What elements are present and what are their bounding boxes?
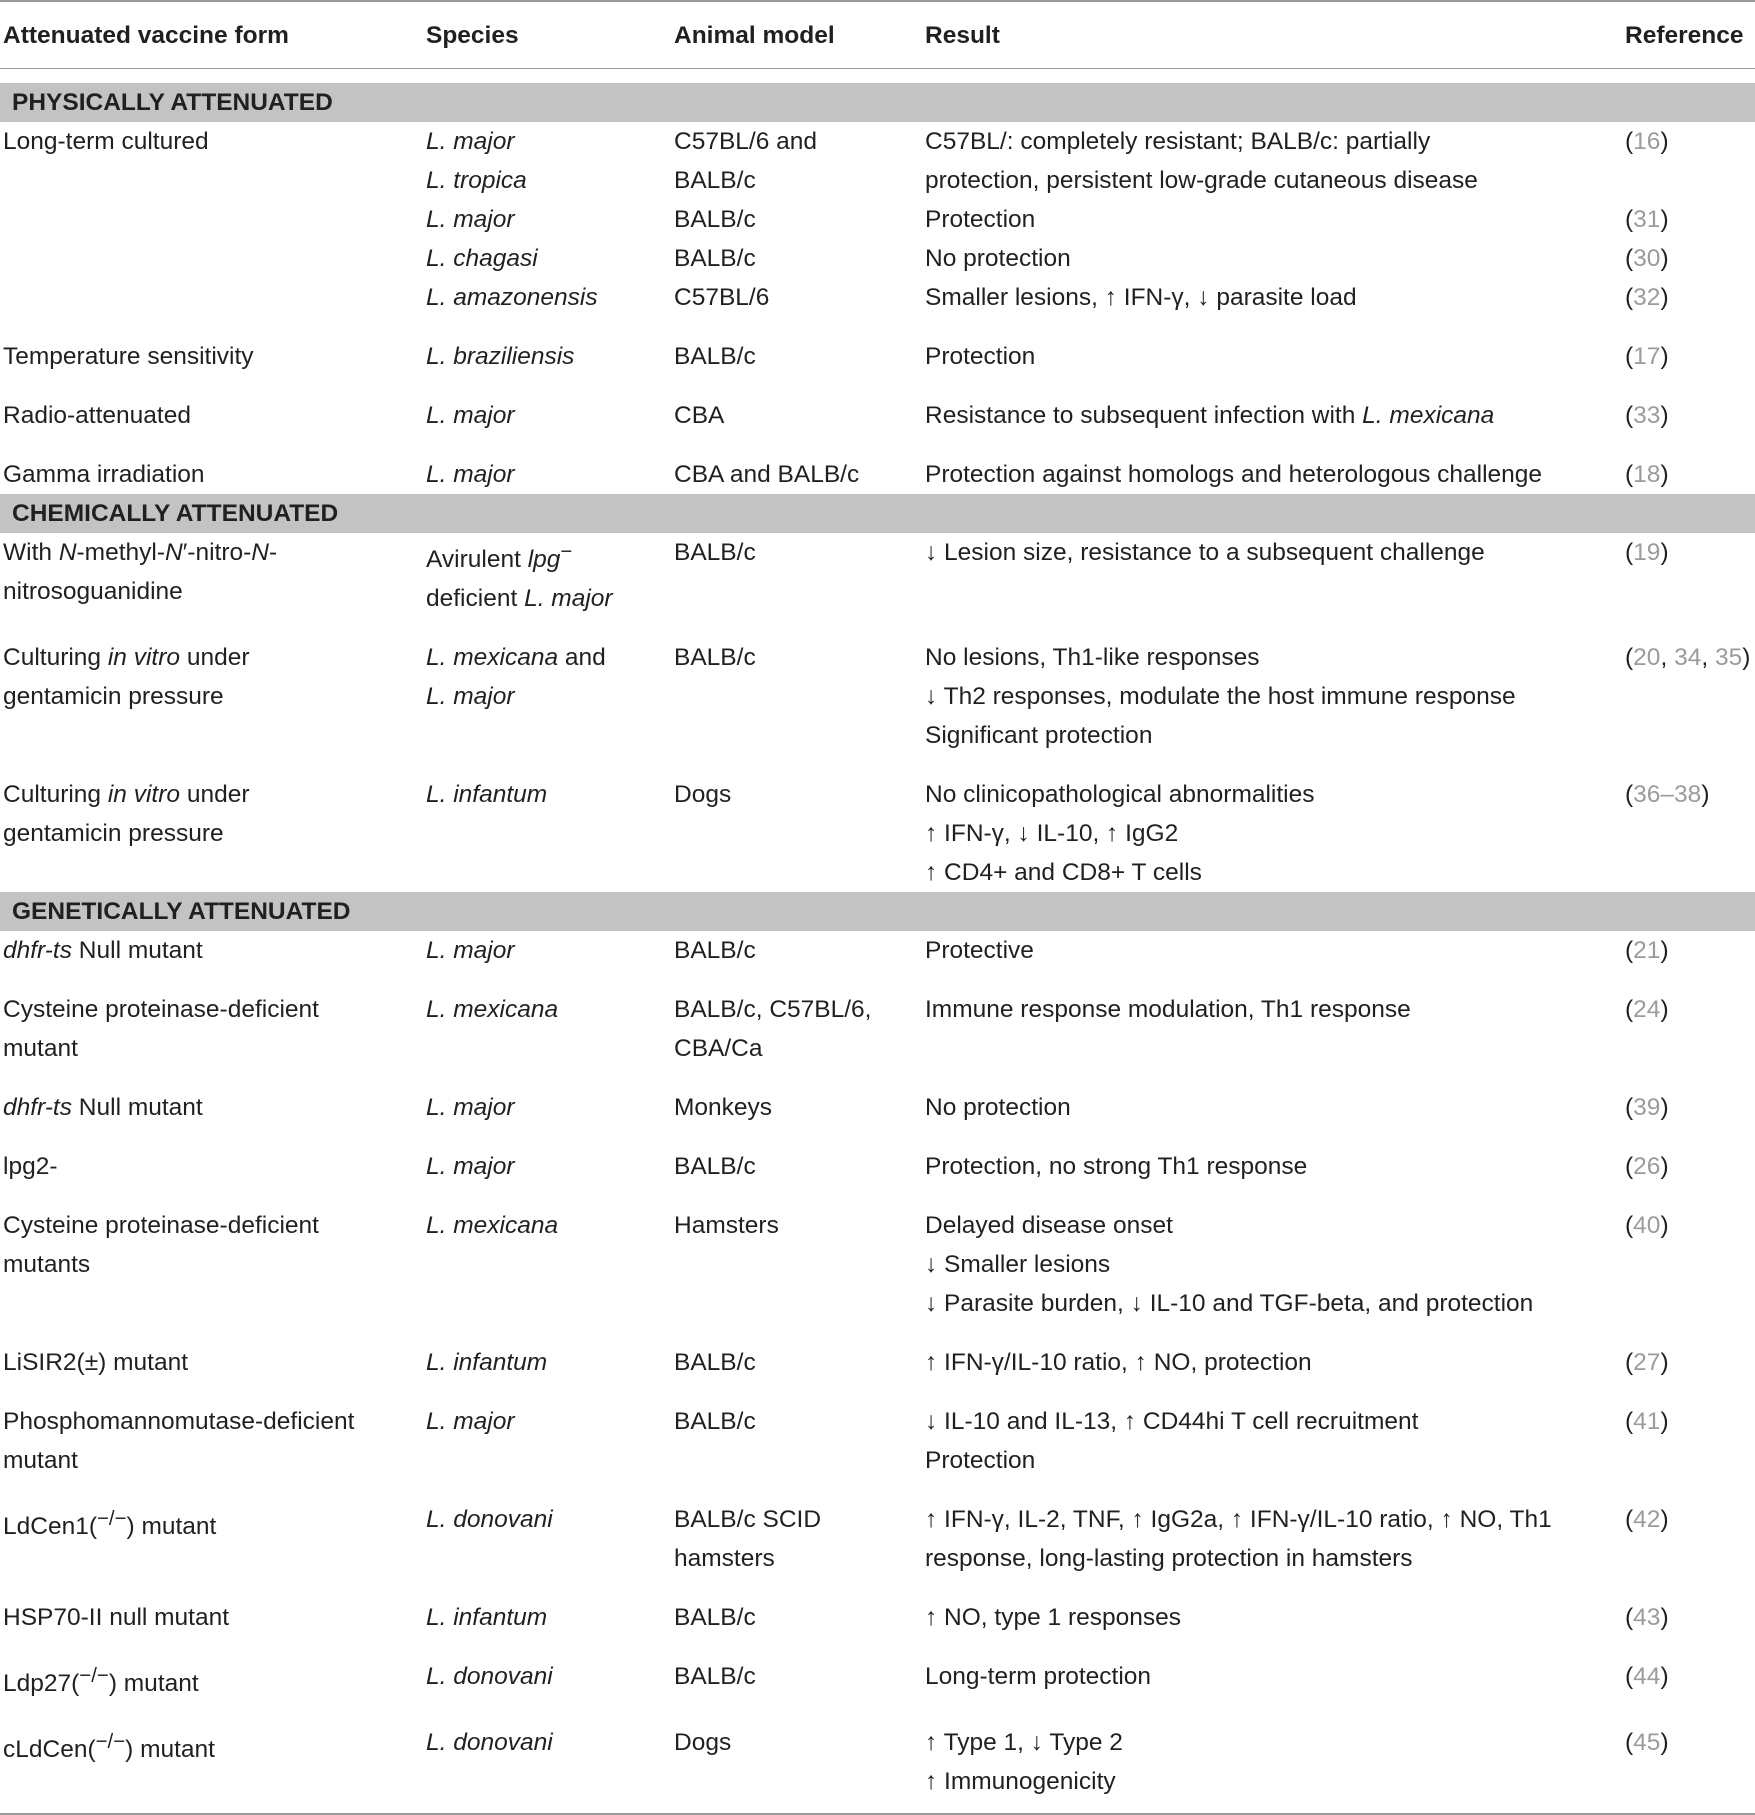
cell-form: With N-methyl-N′-nitro-N- nitrosoguanidine — [3, 539, 278, 605]
cell-result: Protection — [925, 206, 1036, 233]
table-row — [0, 1206, 1755, 1343]
cell-species: L. major — [426, 937, 515, 965]
cell-reference: (43) — [1625, 1604, 1669, 1632]
cell-form — [0, 278, 426, 337]
table-row — [0, 1088, 1755, 1147]
cell-animal-model: BALB/c, C57BL/6, CBA/Ca — [674, 996, 872, 1063]
table-row — [0, 239, 1755, 278]
cell-animal-model: CBA — [674, 402, 725, 429]
cell-form: Temperature sensitivity — [3, 343, 254, 370]
cell-species: L. major — [426, 206, 515, 233]
cell-form: Gamma irradiation — [3, 461, 205, 488]
cell-reference: (20, 34, 35) — [1625, 644, 1751, 672]
cell-form — [0, 200, 426, 239]
cell-species: L. major — [426, 1153, 515, 1181]
cell-result: ↑ Type 1, ↓ Type 2 ↑ Immunogenicity — [925, 1723, 1625, 1814]
header-reference: Reference — [1625, 1, 1755, 69]
section-title: CHEMICALLY ATTENUATED — [0, 494, 1755, 533]
header-result: Result — [925, 1, 1625, 69]
cell-reference: (21) — [1625, 937, 1669, 965]
cell-animal-model: BALB/c — [674, 1408, 756, 1436]
table-row — [0, 1402, 1755, 1500]
section-title: GENETICALLY ATTENUATED — [0, 892, 1755, 931]
cell-result: ↓ Lesion size, resistance to a subsequent challenge — [925, 539, 1485, 566]
cell-species: L. major — [426, 461, 515, 488]
cell-species: Avirulent lpg− deficient L. major — [426, 541, 613, 613]
cell-form: Ldp27(−/−) mutant — [3, 1665, 199, 1698]
cell-result: ↓ IL-10 and IL-13, ↑ CD44hi T cell recruitment Protection — [925, 1408, 1419, 1475]
table-row — [0, 775, 1755, 892]
cell-species: L. donovani — [426, 1506, 553, 1534]
cell-species: L. major — [426, 1408, 515, 1436]
header-form: Attenuated vaccine form — [0, 1, 426, 69]
cell-species: L. donovani — [426, 1663, 553, 1691]
cell-animal-model: BALB/c — [674, 245, 756, 272]
table-row — [0, 396, 1755, 455]
cell-animal-model: Dogs — [674, 1723, 925, 1814]
cell-species: L. infantum — [426, 1349, 548, 1377]
table-row — [0, 122, 1755, 200]
cell-species: L. infantum — [426, 1604, 548, 1632]
cell-species: L. donovani — [426, 1723, 674, 1814]
cell-result: Protection against homologs and heterologous challenge — [925, 461, 1543, 488]
cell-species: L. mexicana — [426, 996, 559, 1024]
cell-form: Radio-attenuated — [3, 402, 191, 429]
header-animal-model: Animal model — [674, 1, 925, 69]
cell-form: cLdCen(−/−) mutant — [0, 1723, 426, 1814]
cell-animal-model: CBA and BALB/c — [674, 461, 860, 488]
cell-animal-model: BALB/c — [674, 644, 756, 672]
cell-result: No lesions, Th1-like responses ↓ Th2 responses, modulate the host immune response Significant protection — [925, 644, 1516, 750]
section-header-row — [0, 494, 1755, 533]
cell-reference: (40) — [1625, 1212, 1669, 1240]
cell-reference: (44) — [1625, 1663, 1669, 1691]
cell-form: HSP70-II null mutant — [3, 1604, 230, 1632]
cell-animal-model: Hamsters — [674, 1212, 779, 1240]
cell-animal-model: BALB/c — [674, 937, 756, 965]
cell-reference: (18) — [1625, 461, 1669, 488]
cell-result: No protection — [925, 245, 1071, 272]
cell-form: Culturing in vitro under gentamicin pressure — [3, 781, 250, 848]
cell-result: Smaller lesions, ↑ IFN-γ, ↓ parasite load — [925, 284, 1357, 311]
cell-species: L. braziliensis — [426, 343, 575, 370]
cell-reference: (41) — [1625, 1408, 1669, 1436]
table-row — [0, 1500, 1755, 1598]
cell-reference: (17) — [1625, 343, 1669, 370]
cell-result: Protection — [925, 343, 1036, 370]
cell-animal-model: BALB/c — [674, 1153, 756, 1181]
cell-reference: (32) — [1625, 284, 1669, 311]
table-row — [0, 931, 1755, 990]
cell-form: dhfr-ts Null mutant — [3, 1094, 203, 1122]
cell-animal-model: BALB/c — [674, 1604, 756, 1632]
cell-animal-model: BALB/c — [674, 1349, 756, 1377]
table-row — [0, 990, 1755, 1088]
cell-species: L. infantum — [426, 781, 548, 809]
cell-result: Long-term protection — [925, 1663, 1152, 1691]
section-header-row — [0, 83, 1755, 122]
cell-form: Cysteine proteinase-deficient mutants — [3, 1212, 319, 1279]
cell-reference: (16) — [1625, 128, 1669, 155]
table-row — [0, 1343, 1755, 1402]
cell-form: LdCen1(−/−) mutant — [3, 1508, 217, 1541]
cell-reference: (36–38) — [1625, 781, 1710, 809]
cell-result: ↑ IFN-γ, IL-2, TNF, ↑ IgG2a, ↑ IFN-γ/IL-10 ratio, ↑ NO, Th1 response, long-lasting protection in hamsters — [925, 1506, 1552, 1573]
cell-reference: (33) — [1625, 402, 1669, 429]
table-header — [0, 1, 1755, 83]
cell-animal-model: BALB/c — [674, 1663, 756, 1691]
table-row — [0, 455, 1755, 494]
cell-result: ↑ NO, type 1 responses — [925, 1604, 1182, 1632]
cell-animal-model: BALB/c — [674, 343, 756, 370]
cell-result: Delayed disease onset ↓ Smaller lesions ↓ Parasite burden, ↓ IL-10 and TGF-beta, and protection — [925, 1212, 1534, 1318]
cell-animal-model: C57BL/6 — [674, 284, 770, 311]
cell-reference: (31) — [1625, 206, 1669, 233]
cell-animal-model: Monkeys — [674, 1094, 773, 1122]
cell-species: L. major L. tropica — [426, 128, 527, 194]
cell-result: No protection — [925, 1094, 1071, 1122]
cell-form: LiSIR2(±) mutant — [3, 1349, 189, 1377]
table-row — [0, 200, 1755, 239]
cell-animal-model: BALB/c — [674, 206, 756, 233]
cell-reference: (27) — [1625, 1349, 1669, 1377]
table-row — [0, 337, 1755, 396]
cell-result: No clinicopathological abnormalities ↑ IFN-γ, ↓ IL-10, ↑ IgG2 ↑ CD4+ and CD8+ T cells — [925, 781, 1315, 887]
cell-species: L. amazonensis — [426, 284, 598, 311]
cell-species: L. chagasi — [426, 245, 538, 272]
cell-reference: (42) — [1625, 1506, 1669, 1534]
cell-animal-model: Dogs — [674, 781, 732, 809]
cell-animal-model: C57BL/6 and BALB/c — [674, 128, 818, 194]
table-row — [0, 1598, 1755, 1657]
cell-form: Long-term cultured — [3, 128, 209, 155]
header-row — [0, 1, 1755, 69]
cell-form: lpg2- — [3, 1153, 58, 1181]
table-row — [0, 1723, 1755, 1814]
cell-result: Protective — [925, 937, 1034, 965]
cell-reference: (24) — [1625, 996, 1669, 1024]
section-title: PHYSICALLY ATTENUATED — [0, 83, 1755, 122]
cell-form — [0, 239, 426, 278]
cell-reference: (39) — [1625, 1094, 1669, 1122]
cell-reference: (45) — [1625, 1723, 1755, 1814]
table-row — [0, 278, 1755, 337]
table-row — [0, 533, 1755, 638]
cell-result: ↑ IFN-γ/IL-10 ratio, ↑ NO, protection — [925, 1349, 1312, 1377]
cell-animal-model: BALB/c SCID hamsters — [674, 1506, 822, 1573]
cell-form: Phosphomannomutase-deficient mutant — [3, 1408, 355, 1475]
cell-species: L. mexicana and L. major — [426, 644, 606, 711]
cell-result: Protection, no strong Th1 response — [925, 1153, 1308, 1181]
cell-species: L. mexicana — [426, 1212, 559, 1240]
cell-result: C57BL/: completely resistant; BALB/c: partially protection, persistent low-grade cutaneous disease — [925, 128, 1478, 194]
cell-result: Resistance to subsequent infection with L. mexicana — [925, 402, 1495, 429]
table-body — [0, 83, 1755, 1814]
cell-form: Culturing in vitro under gentamicin pressure — [3, 644, 250, 711]
table-row — [0, 638, 1755, 775]
cell-form: dhfr-ts Null mutant — [3, 937, 203, 965]
cell-animal-model: BALB/c — [674, 539, 756, 566]
cell-species: L. major — [426, 1094, 515, 1122]
table-row — [0, 1147, 1755, 1206]
cell-reference: (26) — [1625, 1153, 1669, 1181]
table-row — [0, 1657, 1755, 1723]
section-header-row — [0, 892, 1755, 931]
cell-reference: (19) — [1625, 539, 1669, 566]
cell-result: Immune response modulation, Th1 response — [925, 996, 1411, 1024]
cell-reference: (30) — [1625, 245, 1669, 272]
cell-form: Cysteine proteinase-deficient mutant — [3, 996, 319, 1063]
header-species: Species — [426, 1, 674, 69]
header-separator — [0, 69, 1755, 84]
cell-species: L. major — [426, 402, 515, 429]
